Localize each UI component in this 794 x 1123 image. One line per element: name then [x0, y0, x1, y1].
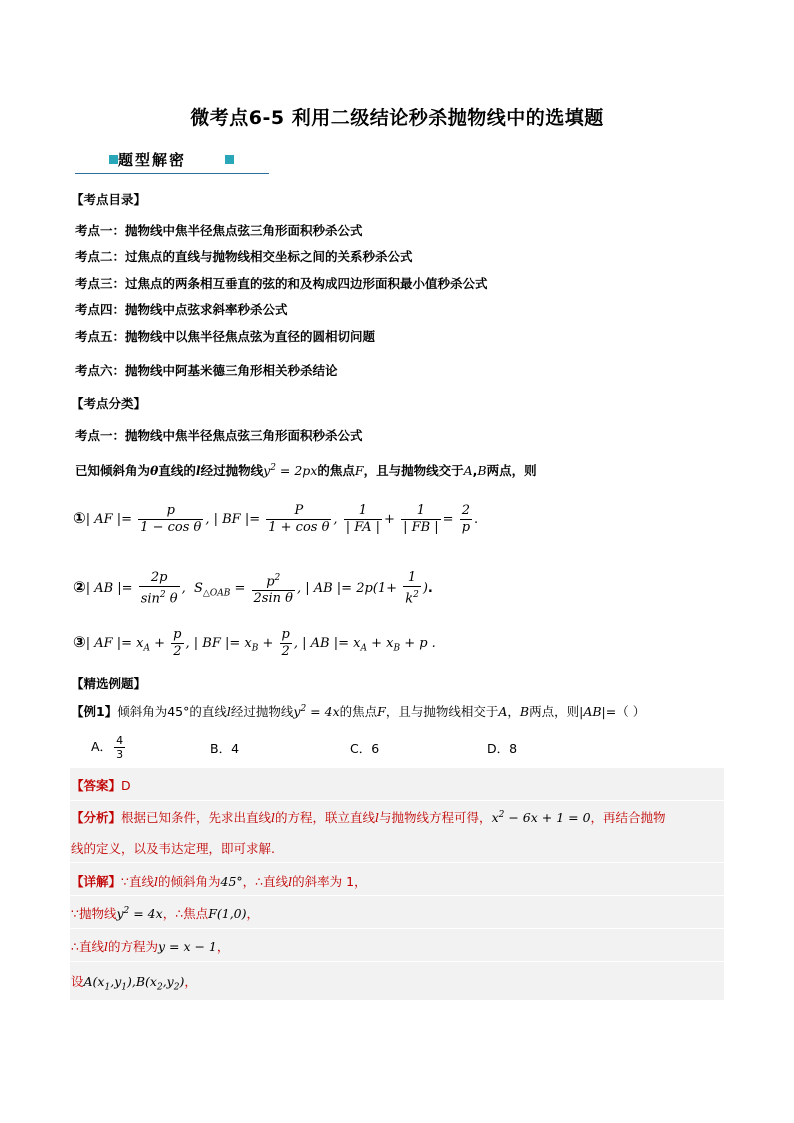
answer-line: 【答案】D [71, 778, 131, 793]
toc-item: 考点四：抛物线中点弦求斜率秒杀公式 [75, 302, 288, 317]
toc-item: 考点五：抛物线中以焦半径焦点弦为直径的圆相切问题 [75, 329, 376, 344]
toc-heading: 【考点目录】 [71, 192, 147, 207]
analysis-line-2: 线的定义，以及韦达定理，即可求解. [71, 841, 275, 856]
classify-heading: 【考点分类】 [71, 396, 147, 411]
toc-item: 考点二：过焦点的直线与抛物线相交坐标之间的关系秒杀公式 [75, 249, 413, 264]
formula-3: ③| AF |= $x_A$ + $\frac{p}{2}$ , | BF |= $x_B$ + $\frac{p}{2}$ , | AB |= $x_A + x_B + p$ . [73, 627, 436, 659]
point-title: 考点一：抛物线中焦半径焦点弦三角形面积秒杀公式 [75, 428, 363, 443]
toc-item: 考点六：抛物线中阿基米德三角形相关秒杀结论 [75, 363, 338, 378]
analysis-line-1: 【分析】根据已知条件，先求出直线l的方程，联立直线l与抛物线方程可得，$x^2 - 6x + 1 = 0$，再结合抛物 [71, 809, 666, 825]
page-title: 微考点6-5 利用二级结论秒杀抛物线中的选填题 [190, 107, 604, 129]
detail-line-3: ∴直线l的方程为y = x − 1， [71, 939, 230, 954]
example-1-question: 【例1】倾斜角为45°的直线l经过抛物线$y^2 = 4x$的焦点F，且与抛物线相交于A，B两点，则|AB|=（ ） [71, 703, 646, 719]
option-a: A． $\frac{4}{3}$ [91, 734, 124, 761]
square-bullet-icon [109, 155, 118, 164]
option-d: D．8 [487, 741, 518, 756]
toc-item: 考点三：过焦点的两条相互垂直的弦的和及构成四边形面积最小值秒杀公式 [75, 276, 488, 291]
banner-text: 题型解密 [118, 151, 187, 169]
detail-line-1: 【详解】∵直线l的倾斜角为45°，∴直线l的斜率为 1， [71, 874, 367, 889]
detail-line-4: 设$A(x_1,y_1),B(x_2,y_2)$， [71, 974, 197, 993]
formula-1: ①| AF |= $\frac{p}{\text{1 − cos θ}}$ , | BF |= $\frac{P}{\text{1 + cos θ}}$ , $\frac{1}{| FA |}$ + $\frac{1}{| FB |}$ = $\frac{2}{p}$ . [73, 503, 479, 535]
square-bullet-icon [225, 155, 234, 164]
detail-line-2: ∵抛物线$y^2 = 4x$，∴焦点F(1,0)， [71, 905, 260, 921]
toc-item: 考点一：抛物线中焦半径焦点弦三角形面积秒杀公式 [75, 223, 363, 238]
option-c: C．6 [350, 741, 380, 756]
option-b: B．4 [210, 741, 240, 756]
formula-2: ②| AB |= $\frac{2p}{\sin^2 \theta}$ , $S_{\triangle OAB}$ = $\frac{p^2}{\text{2sin θ}}$ , | AB |= 2p(1+ $\frac{1}{k^2}$ ). [73, 570, 433, 607]
intro-text: 已知倾斜角为θ直线的l经过抛物线$y^2 = 2px$的焦点F，且与抛物线交于A,B两点，则 [75, 462, 537, 478]
section-banner [75, 146, 269, 174]
examples-heading: 【精选例题】 [71, 676, 147, 691]
